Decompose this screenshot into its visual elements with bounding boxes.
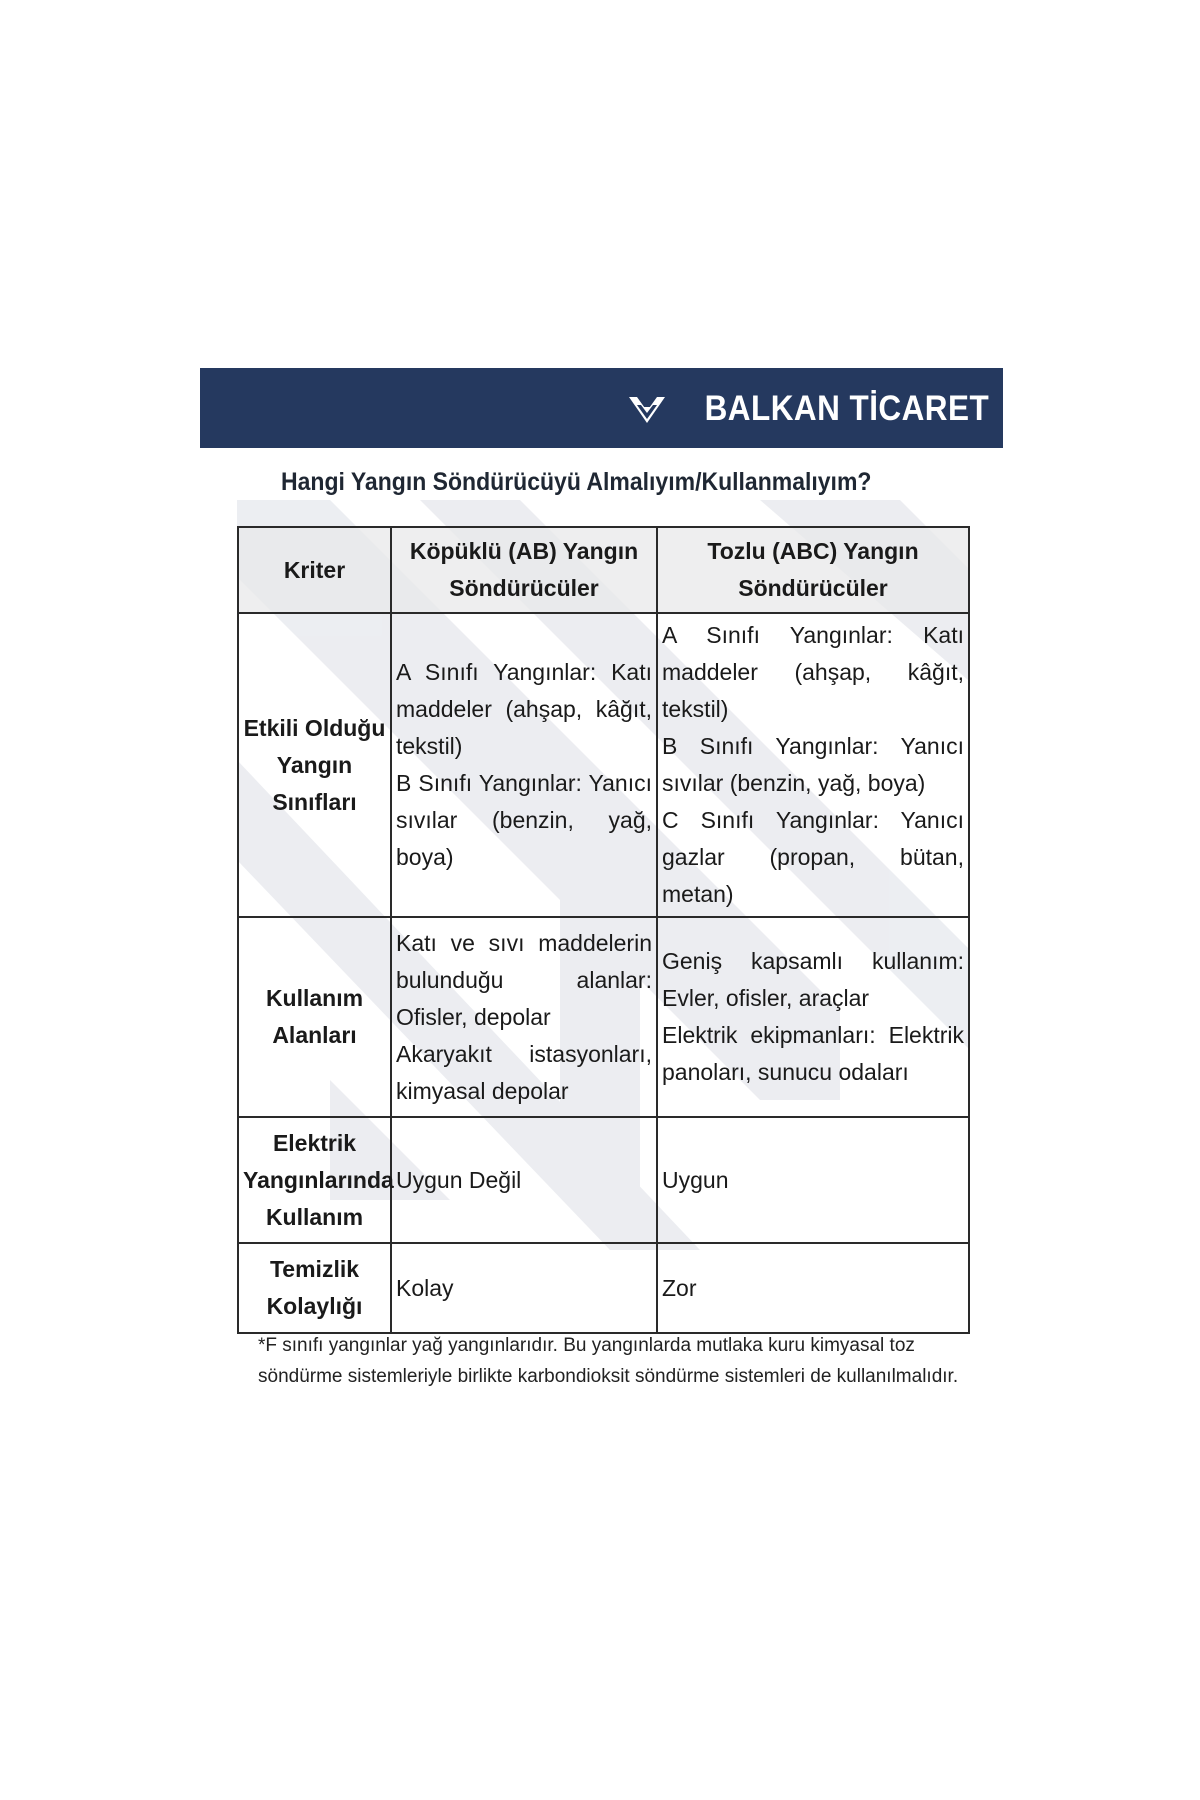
cell-line: C Sınıfı Yangınlar: Yanıcı gazlar (propan, bütan, metan) bbox=[662, 807, 964, 907]
ab-cell: Kolay bbox=[391, 1243, 657, 1333]
cell-line: Akaryakıt istasyonları, kimyasal depolar bbox=[396, 1040, 652, 1104]
abc-cell bbox=[657, 917, 969, 1117]
abc-cell: Zor bbox=[657, 1243, 969, 1333]
balkan-ticaret-logo-icon bbox=[627, 389, 667, 429]
header-abc: Tozlu (ABC) Yangın Söndürücüler bbox=[657, 527, 969, 613]
ab-cell bbox=[391, 917, 657, 1117]
cell-line: Elektrik ekipmanları: Elektrik panoları, sunucu odaları bbox=[662, 1022, 964, 1085]
header-criterion: Kriter bbox=[238, 527, 391, 613]
ab-cell bbox=[391, 613, 657, 917]
criterion-cell: Kullanım Alanları bbox=[238, 917, 391, 1117]
table-row bbox=[238, 613, 969, 917]
criterion-cell: Etkili Olduğu Yangın Sınıfları bbox=[238, 613, 391, 917]
cell-line: A Sınıfı Yangınlar: Katı maddeler (ahşap, kâğıt, tekstil) bbox=[662, 622, 964, 722]
table-row bbox=[238, 1243, 969, 1333]
abc-cell: Uygun bbox=[657, 1117, 969, 1243]
table-row bbox=[238, 1117, 969, 1243]
cell-line: B Sınıfı Yangınlar: Yanıcı sıvılar (benzin, yağ, boya) bbox=[662, 733, 964, 796]
abc-cell bbox=[657, 613, 969, 917]
cell-line: B Sınıfı Yangınlar: Yanıcı sıvılar (benzin, yağ, boya) bbox=[396, 770, 652, 870]
table-row bbox=[238, 917, 969, 1117]
header-banner bbox=[200, 368, 1003, 448]
cell-line: Geniş kapsamlı kullanım: Evler, ofisler, araçlar bbox=[662, 948, 964, 1011]
criterion-cell: Temizlik Kolaylığı bbox=[238, 1243, 391, 1333]
page-title: Hangi Yangın Söndürücüyü Almalıyım/Kullanmalıyım? bbox=[281, 468, 872, 496]
header-ab: Köpüklü (AB) Yangın Söndürücüler bbox=[391, 527, 657, 613]
brand bbox=[627, 386, 989, 432]
brand-name: BALKAN TİCARET bbox=[704, 389, 989, 428]
footnote: *F sınıfı yangınlar yağ yangınlarıdır. Bu yangınlarda mutlaka kuru kimyasal toz söndürme sistemleriyle birlikte karbondioksit söndürme sistemleri de kullanılmalıdır. bbox=[258, 1335, 959, 1387]
cell-line: A Sınıfı Yangınlar: Katı maddeler (ahşap, kâğıt, tekstil) bbox=[396, 659, 652, 759]
ab-cell: Uygun Değil bbox=[391, 1117, 657, 1243]
criterion-cell: Elektrik Yangınlarında Kullanım bbox=[238, 1117, 391, 1243]
cell-line: Katı ve sıvı maddelerin bulunduğu alanlar: Ofisler, depolar bbox=[396, 929, 652, 1030]
table-header-row bbox=[238, 527, 969, 613]
comparison-table bbox=[237, 526, 970, 1334]
